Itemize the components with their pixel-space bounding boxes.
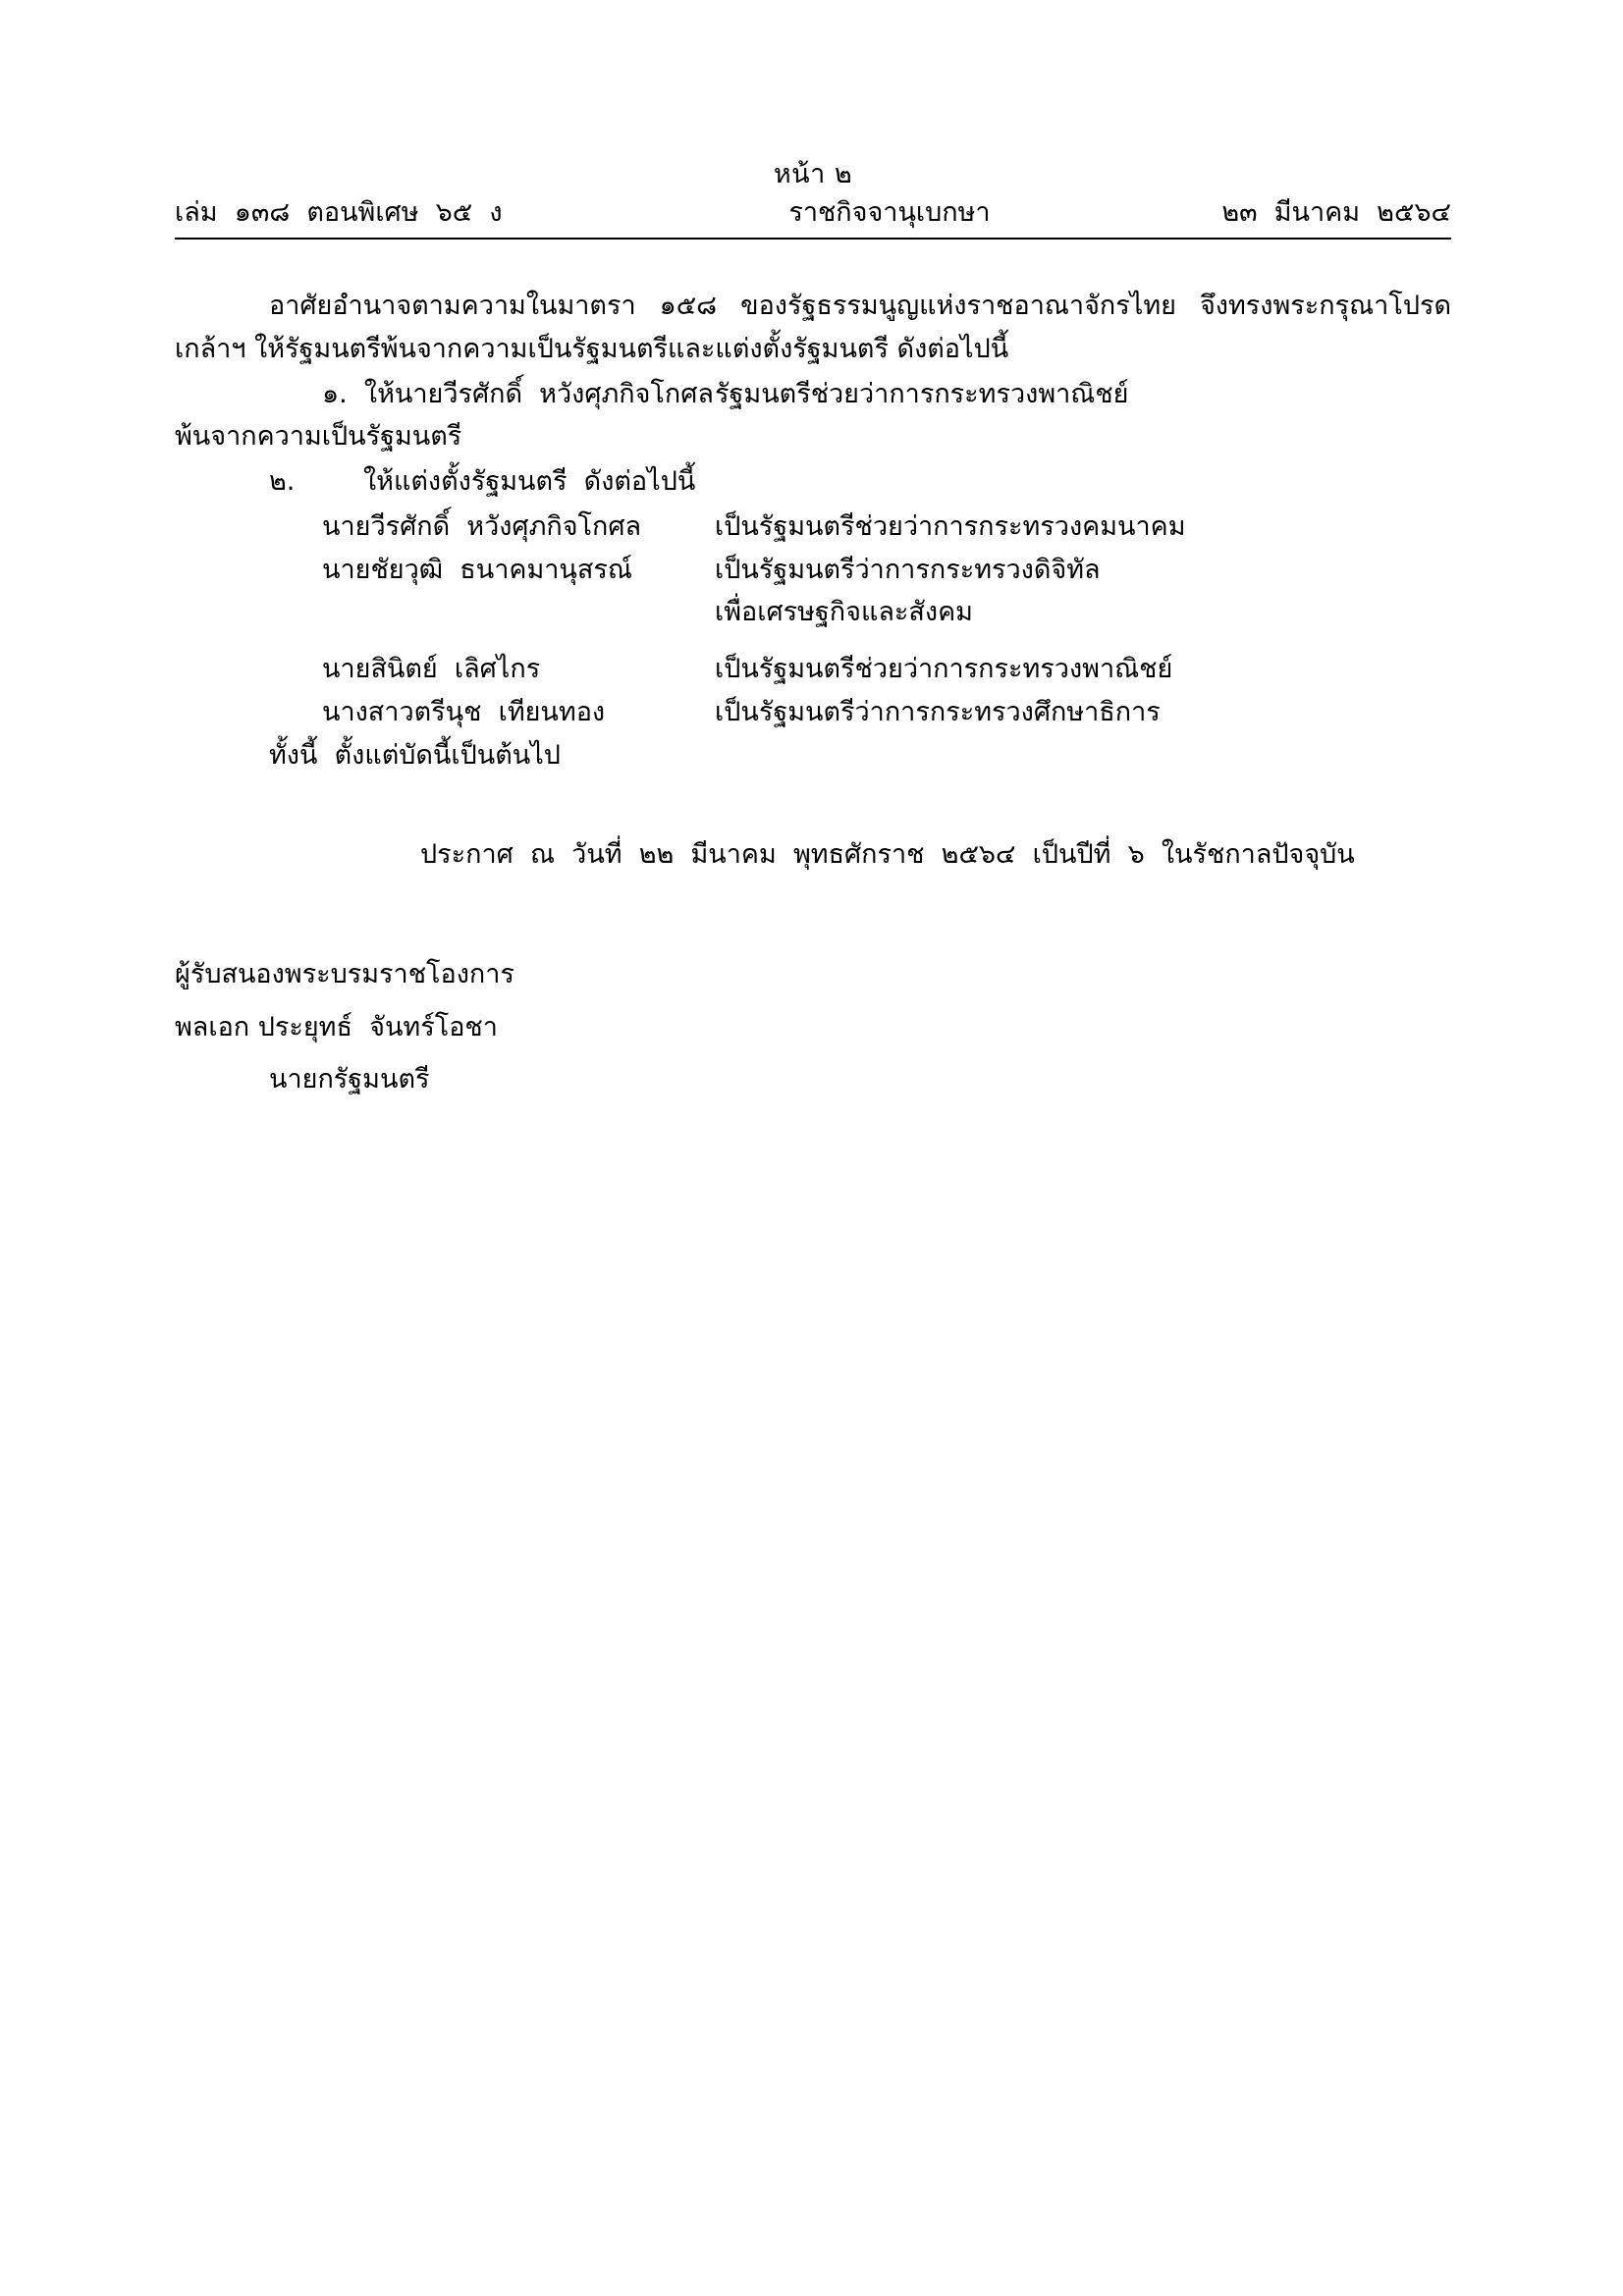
item-1-name [175, 373, 715, 416]
signature-block [175, 953, 1451, 1101]
item-1-role: รัฐมนตรีช่วยว่าการกระทรวงพาณิชย์ [715, 378, 1129, 409]
countersign-label: ผู้รับสนองพระบรมราชโองการ [175, 959, 514, 989]
appointment-row [175, 648, 1451, 691]
appointment-name: นายชัยวุฒิ ธนาคมานุสรณ์ [322, 554, 632, 585]
appointment-role-continuation: เพื่อเศรษฐกิจและสังคม [715, 597, 973, 628]
appointment-role: เป็นรัฐมนตรีช่วยว่าการกระทรวงคมนาคม [715, 510, 1186, 542]
item-1-person: ให้นายวีรศักดิ์ หวังศุภกิจโกศล [363, 378, 714, 409]
appointment-role: เป็นรัฐมนตรีว่าการกระทรวงศึกษาธิการ [715, 696, 1161, 727]
item-2-number: ๒. [269, 466, 296, 498]
closing-line: ทั้งนี้ ตั้งแต่บัดนี้เป็นต้นไป [269, 739, 561, 771]
item-2-text: ให้แต่งตั้งรัฐมนตรี ดังต่อไปนี้ [363, 466, 696, 498]
header-divider [175, 238, 1451, 240]
page-content [175, 0, 1451, 1111]
item-1-continuation: พ้นจากความเป็นรัฐมนตรี [175, 421, 462, 453]
appointment-row [175, 549, 1451, 592]
announcement-line: ประกาศ ณ วันที่ ๒๒ มีนาคม พุทธศักราช ๒๕๖๔ เป็นปีที่ ๖ ในรัชกาลปัจจุบัน [420, 839, 1355, 871]
appointment-row [175, 691, 1451, 734]
appointment-row [175, 506, 1451, 549]
signer-name: พลเอก ประยุทธ์ จันทร์โอชา [175, 1011, 498, 1042]
item-2-row [175, 460, 1451, 504]
appointment-role: เป็นรัฐมนตรีว่าการกระทรวงดิจิทัล [715, 554, 1101, 585]
header-row [175, 195, 1451, 238]
appointment-name: นายสินิตย์ เลิศไกร [322, 654, 541, 685]
appointment-name: นายวีรศักดิ์ หวังศุภกิจโกศล [322, 510, 642, 542]
intro-paragraph: อาศัยอำนาจตามความในมาตรา ๑๕๘ ของรัฐธรรมนูญแห่งราชอาณาจักรไทย จึงทรงพระกรุณาโปรดเกล้าฯ ให้รัฐมนตรีพ้นจากความเป็นรัฐมนตรีและแต่งตั้งรัฐมนตรี ดังต่อไปนี้ [175, 291, 1451, 364]
header-date: ๒๓ มีนาคม ๒๕๖๔ [1221, 197, 1451, 229]
page-header [175, 0, 1451, 240]
header-gazette-title: ราชกิจจานุเบกษา [788, 197, 991, 229]
item-1-number: ๑. [322, 378, 348, 409]
appointment-role: เป็นรัฐมนตรีช่วยว่าการกระทรวงพาณิชย์ [715, 654, 1173, 685]
item-1-row [175, 373, 1451, 416]
header-volume-info: เล่ม ๑๓๘ ตอนพิเศษ ๖๕ ง [175, 197, 503, 229]
page-number-label: หน้า ๒ [773, 159, 853, 189]
appointment-name: นางสาวตรีนุช เทียนทอง [322, 696, 606, 727]
signer-title: นายกรัฐมนตรี [269, 1064, 430, 1095]
document-body [175, 285, 1451, 1101]
